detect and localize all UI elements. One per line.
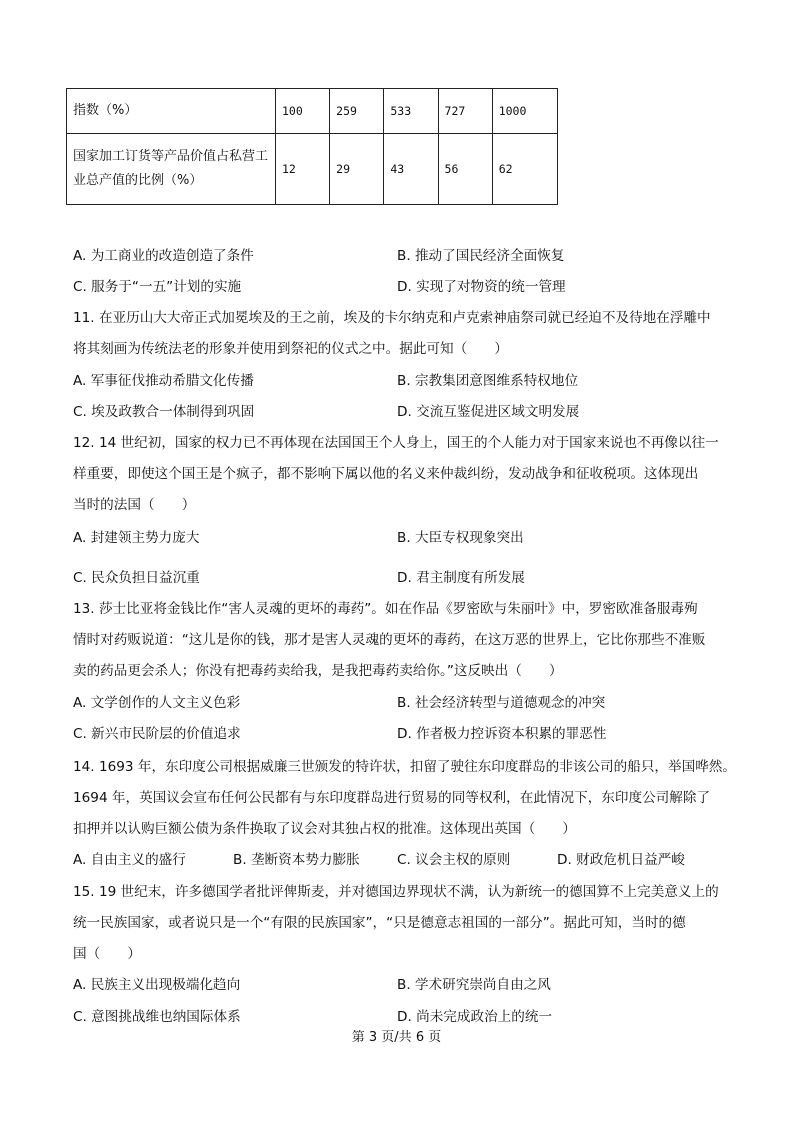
table-header-cell: 国家加工订货等产品价值占私营工业总产值的比例（%） (67, 134, 276, 205)
option-c: C. 意图挑战维也纳国际体系 (73, 1009, 241, 1025)
table-cell: 12 (276, 134, 330, 205)
table-cell: 1000 (492, 89, 557, 134)
question-text: 当时的法国（ ） (73, 497, 196, 513)
question-text: 卖的药品更会杀人；你没有把毒药卖给我，是我把毒药卖给你。”这反映出（ ） (73, 663, 563, 679)
option-d: D. 尚未完成政治上的统一 (397, 1009, 553, 1025)
question-text: 1694 年，英国议会宣布任何公民都有与东印度群岛进行贸易的同等权利，在此情况下，东印度公司解除了 (73, 790, 711, 806)
table-row (67, 89, 558, 134)
question-text: 样重要，即使这个国王是个疯子，都不影响下属以他的名义来仲裁纠纷，发动战争和征收税项。这体现出 (73, 466, 699, 482)
option-b: B. 推动了国民经济全面恢复 (397, 248, 565, 264)
question-text: 15. 19 世纪末，许多德国学者批评俾斯麦，并对德国边界现状不满，认为新统一的德国算不上完美意义上的 (73, 884, 719, 900)
table-cell: 43 (384, 134, 438, 205)
table-header-cell: 指数（%） (67, 89, 276, 134)
table-cell: 727 (438, 89, 492, 134)
option-b: B. 学术研究崇尚自由之风 (397, 977, 551, 993)
table-cell: 100 (276, 89, 330, 134)
option-b: B. 大臣专权现象突出 (397, 530, 524, 546)
table-cell: 533 (384, 89, 438, 134)
option-b: B. 垄断资本势力膨胀 (233, 852, 360, 868)
question-text: 将其刻画为传统法老的形象并使用到祭祀的仪式之中。据此可知（ ） (73, 341, 508, 357)
question-text: 国（ ） (73, 946, 141, 962)
question-text: 11. 在亚历山大大帝正式加冕埃及的王之前，埃及的卡尔纳克和卢克索神庙祭司就已经迫不及待地在浮雕中 (73, 310, 711, 326)
option-d: D. 作者极力控诉资本积累的罪恶性 (397, 726, 607, 742)
question-text: 扣押并以认购巨额公债为条件换取了议会对其独占权的批准。这体现出英国（ ） (73, 821, 576, 837)
option-a: A. 民族主义出现极端化趋向 (73, 977, 241, 993)
question-text: 14. 1693 年，东印度公司根据威廉三世颁发的特许状，扣留了驶往东印度群岛的非该公司的船只，举国哗然。 (73, 759, 736, 775)
table-cell: 62 (492, 134, 557, 205)
question-text: 13. 莎士比亚将金钱比作“害人灵魂的更坏的毒药”。如在作品《罗密欧与朱丽叶》中，罗密欧准备服毒殉 (73, 601, 698, 617)
data-table (66, 88, 558, 205)
option-d: D. 君主制度有所发展 (397, 570, 525, 586)
option-a: A. 军事征伐推动希腊文化传播 (73, 373, 254, 389)
option-c: C. 议会主权的原则 (397, 852, 511, 868)
option-d: D. 财政危机日益严峻 (557, 852, 685, 868)
question-text: 统一民族国家，或者说只是一个“有限的民族国家”，“只是德意志祖国的一部分”。据此可知，当时的德 (73, 915, 686, 931)
page-number: 第 3 页/共 6 页 (351, 1030, 442, 1045)
table-cell: 259 (330, 89, 384, 134)
table-row (67, 134, 558, 205)
option-a: A. 自由主义的盛行 (73, 852, 186, 868)
option-c: C. 新兴市民阶层的价值追求 (73, 726, 241, 742)
option-c: C. 服务于“一五”计划的实施 (73, 279, 242, 295)
option-c: C. 民众负担日益沉重 (73, 570, 200, 586)
question-text: 12. 14 世纪初，国家的权力已不再体现在法国国王个人身上，国王的个人能力对于国家来说也不再像以往一 (73, 435, 719, 451)
option-a: A. 文学创作的人文主义色彩 (73, 695, 241, 711)
table-cell: 29 (330, 134, 384, 205)
table-cell: 56 (438, 134, 492, 205)
option-a: A. 为工商业的改造创造了条件 (73, 248, 254, 264)
option-d: D. 交流互鉴促进区域文明发展 (397, 404, 580, 420)
option-c: C. 埃及政教合一体制得到巩固 (73, 404, 255, 420)
question-text: 情时对药贩说道：“这儿是你的钱，那才是害人灵魂的更坏的毒药，在这万恶的世界上，它比你那些不准贩 (73, 632, 706, 648)
option-d: D. 实现了对物资的统一管理 (397, 279, 566, 295)
option-b: B. 宗教集团意图维系特权地位 (397, 373, 579, 389)
option-b: B. 社会经济转型与道德观念的冲突 (397, 695, 606, 711)
option-a: A. 封建领主势力庞大 (73, 530, 200, 546)
